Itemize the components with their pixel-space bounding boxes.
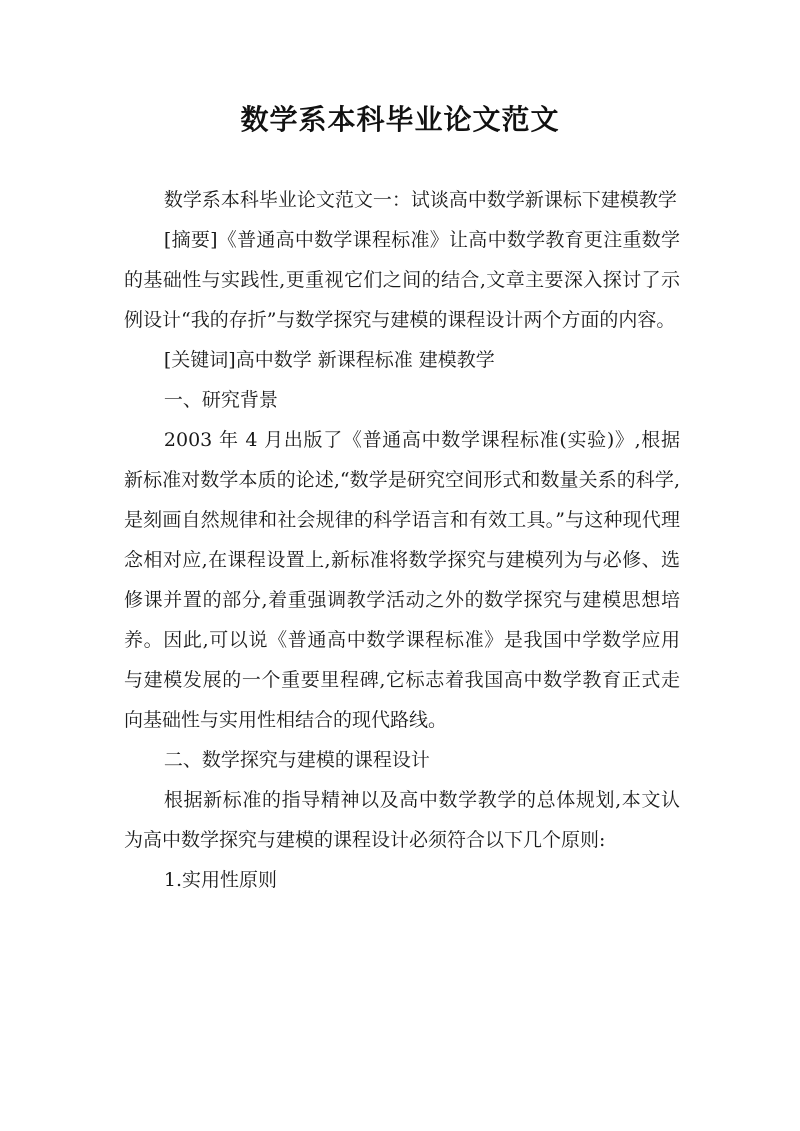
paragraph-abstract: [摘要]《普通高中数学课程标准》让高中数学教育更注重数学的基础性与实践性,更重视它们之间的结合,文章主要深入探讨了示例设计“我的存折”与数学探究与建模的课程设计两个方面的内容。 xyxy=(124,229,680,331)
paragraph-course-design: 根据新标准的指导精神以及高中数学教学的总体规划,本文认为高中数学探究与建模的课程设计必须符合以下几个原则: xyxy=(124,789,680,851)
paragraph-keywords: [关键词]高中数学 新课程标准 建模教学 xyxy=(163,349,495,371)
subheading-practicality-principle: 1.实用性原则 xyxy=(163,869,278,891)
paragraph-background: 2003 年 4 月出版了《普通高中数学课程标准(实验)》,根据新标准对数学本质的论述,“数学是研究空间形式和数量关系的科学,是刻画自然规律和社会规律的科学语言和有效工具。”与这种现代理念相对应,在课程设置上,新标准将数学探究与建模列为与必修、选修课并置的部分,着重强调教学活动之外的数学探究与建模思想培养。因此,可以说《普通高中数学课程标准》是我国中学数学应用与建模发展的一个重要里程碑,它标志着我国高中数学教育正式走向基础性与实用性相结合的现代路线。 xyxy=(124,429,680,731)
document-title: 数学系本科毕业论文范文 xyxy=(240,103,560,136)
paragraph-subtitle: 数学系本科毕业论文范文一：试谈高中数学新课标下建模教学 xyxy=(163,189,677,211)
document-body xyxy=(124,180,680,900)
section-heading-course-design: 二、数学探究与建模的课程设计 xyxy=(163,749,430,771)
section-heading-background: 一、研究背景 xyxy=(163,389,278,411)
